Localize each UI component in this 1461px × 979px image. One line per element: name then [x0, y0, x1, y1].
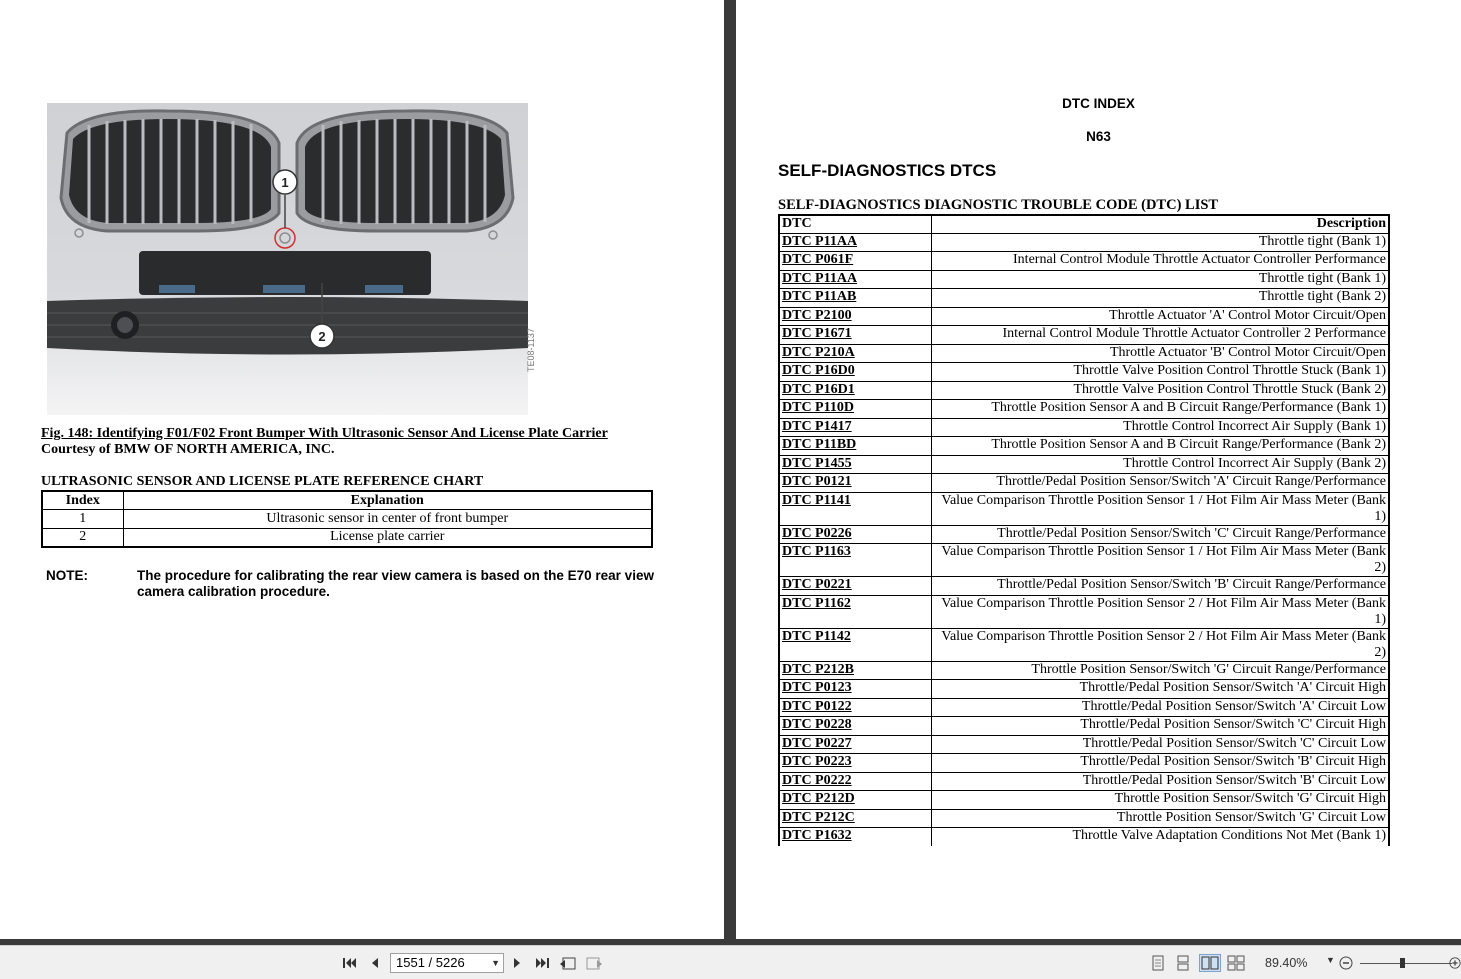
- dtc-description: Throttle/Pedal Position Sensor/Switch 'A' Circuit Low: [931, 698, 1389, 717]
- table-row: [779, 418, 1389, 437]
- dtc-code-link[interactable]: DTC P212D: [779, 791, 931, 810]
- table-row: [779, 233, 1389, 252]
- table-row: [779, 754, 1389, 773]
- table-row: [42, 528, 652, 547]
- table-row: [779, 828, 1389, 847]
- prev-page-icon[interactable]: [366, 954, 384, 972]
- table-row: [779, 474, 1389, 493]
- dtc-code-link[interactable]: DTC P110D: [779, 400, 931, 419]
- table-row: [779, 628, 1389, 661]
- zoom-out-icon[interactable]: [1337, 954, 1355, 972]
- zoom-dropdown-icon[interactable]: ▼: [1326, 955, 1335, 965]
- row-index: 2: [42, 528, 123, 547]
- note-label: NOTE:: [46, 568, 88, 583]
- table-row: [42, 510, 652, 529]
- table-row: [779, 363, 1389, 382]
- figure-code: TE08-1137: [526, 328, 536, 372]
- dtc-description: Internal Control Module Throttle Actuator Controller Performance: [931, 252, 1389, 271]
- dtc-description: Throttle tight (Bank 1): [931, 270, 1389, 289]
- row-index: 1: [42, 510, 123, 529]
- dtc-description: Throttle Control Incorrect Air Supply (Bank 2): [931, 455, 1389, 474]
- zoom-level[interactable]: 89.40%: [1265, 956, 1308, 970]
- zoom-slider-track[interactable]: [1360, 963, 1452, 964]
- dtc-code-link[interactable]: DTC P0223: [779, 754, 931, 773]
- table-row: [779, 270, 1389, 289]
- dtc-description: Value Comparison Throttle Position Sensor 2 / Hot Film Air Mass Meter (Bank 1): [931, 595, 1389, 628]
- table-row: [779, 525, 1389, 544]
- dtc-description: Throttle Position Sensor A and B Circuit Range/Performance (Bank 1): [931, 400, 1389, 419]
- dtc-code-link[interactable]: DTC P1142: [779, 628, 931, 661]
- dtc-description: Throttle/Pedal Position Sensor/Switch 'B' Circuit Range/Performance: [931, 577, 1389, 596]
- dtc-code-link[interactable]: DTC P1417: [779, 418, 931, 437]
- document-page-right: [736, 0, 1461, 939]
- zoom-in-icon[interactable]: [1449, 954, 1461, 972]
- dtc-description: Throttle tight (Bank 2): [931, 289, 1389, 308]
- table-row: [779, 400, 1389, 419]
- reference-table: [41, 490, 653, 548]
- last-page-icon[interactable]: [533, 954, 551, 972]
- dtc-description: Throttle/Pedal Position Sensor/Switch 'C' Circuit Range/Performance: [931, 525, 1389, 544]
- dtc-index-title: DTC INDEX: [1062, 96, 1135, 111]
- dtc-code-link[interactable]: DTC P16D0: [779, 363, 931, 382]
- table-row: [779, 809, 1389, 828]
- row-explanation: License plate carrier: [123, 528, 652, 547]
- dtc-code-link[interactable]: DTC P061F: [779, 252, 931, 271]
- dtc-code-link[interactable]: DTC P212B: [779, 661, 931, 680]
- dtc-code-link[interactable]: DTC P2100: [779, 307, 931, 326]
- dtc-description: Throttle Position Sensor/Switch 'G' Circuit Low: [931, 809, 1389, 828]
- dtc-description: Throttle Valve Adaptation Conditions Not Met (Bank 1): [931, 828, 1389, 847]
- bumper-illustration: [47, 103, 528, 415]
- viewer-toolbar: [0, 945, 1461, 979]
- dtc-code-link[interactable]: DTC P1632: [779, 828, 931, 847]
- table-row: [779, 381, 1389, 400]
- dtc-code-link[interactable]: DTC P11BD: [779, 437, 931, 456]
- dtc-description: Throttle tight (Bank 1): [931, 233, 1389, 252]
- table-row: [779, 577, 1389, 596]
- dtc-description: Throttle Position Sensor/Switch 'G' Circuit Range/Performance: [931, 661, 1389, 680]
- dtc-description: Throttle/Pedal Position Sensor/Switch 'B' Circuit Low: [931, 772, 1389, 791]
- header-dtc: DTC: [779, 215, 931, 233]
- table-row: [779, 344, 1389, 363]
- dtc-code-link[interactable]: DTC P0221: [779, 577, 931, 596]
- zoom-slider-thumb[interactable]: [1400, 958, 1405, 968]
- dtc-code-link[interactable]: DTC P0121: [779, 474, 931, 493]
- dtc-code-link[interactable]: DTC P1163: [779, 544, 931, 577]
- dtc-code-link[interactable]: DTC P1671: [779, 326, 931, 345]
- dtc-code-link[interactable]: DTC P11AB: [779, 289, 931, 308]
- table-row: [779, 307, 1389, 326]
- single-page-icon[interactable]: [1149, 954, 1167, 972]
- dtc-description: Value Comparison Throttle Position Sensor 2 / Hot Film Air Mass Meter (Bank 2): [931, 628, 1389, 661]
- reference-table-header: [42, 491, 652, 510]
- engine-code: N63: [1086, 129, 1111, 144]
- dtc-code-link[interactable]: DTC P0122: [779, 698, 931, 717]
- section-title: SELF-DIAGNOSTICS DTCS: [778, 161, 997, 180]
- dtc-code-link[interactable]: DTC P0228: [779, 717, 931, 736]
- dtc-list-title: SELF-DIAGNOSTICS DIAGNOSTIC TROUBLE CODE (DTC) LIST: [778, 197, 1219, 213]
- callout-1: 1: [281, 175, 289, 190]
- table-row: [779, 544, 1389, 577]
- dtc-table-body: [779, 233, 1389, 846]
- page-dropdown-icon[interactable]: ▼: [491, 958, 500, 968]
- next-page-icon[interactable]: [508, 954, 526, 972]
- dtc-code-link[interactable]: DTC P212C: [779, 809, 931, 828]
- facing-pages-icon[interactable]: [1199, 954, 1221, 972]
- dtc-code-link[interactable]: DTC P1455: [779, 455, 931, 474]
- dtc-description: Throttle/Pedal Position Sensor/Switch 'A' Circuit High: [931, 680, 1389, 699]
- note-text: The procedure for calibrating the rear view camera is based on the E70 rear view camera calibration procedure.: [137, 568, 654, 599]
- dtc-description: Throttle/Pedal Position Sensor/Switch 'B' Circuit High: [931, 754, 1389, 773]
- table-row: [779, 595, 1389, 628]
- dtc-code-link[interactable]: DTC P0227: [779, 735, 931, 754]
- document-page-left: [0, 0, 724, 939]
- bumper-figure: [47, 103, 528, 415]
- dtc-description: Throttle/Pedal Position Sensor/Switch 'C' Circuit High: [931, 717, 1389, 736]
- table-row: [779, 492, 1389, 525]
- dtc-description: Internal Control Module Throttle Actuator Controller 2 Performance: [931, 326, 1389, 345]
- dtc-code-link[interactable]: DTC P1141: [779, 492, 931, 525]
- table-row: [779, 326, 1389, 345]
- dtc-description: Throttle Position Sensor/Switch 'G' Circuit High: [931, 791, 1389, 810]
- header-description: Description: [931, 215, 1389, 233]
- table-row: [779, 252, 1389, 271]
- dtc-code-link[interactable]: DTC P16D1: [779, 381, 931, 400]
- dtc-description: Throttle Actuator 'B' Control Motor Circuit/Open: [931, 344, 1389, 363]
- go-back-icon[interactable]: [559, 954, 577, 972]
- dtc-description: Throttle/Pedal Position Sensor/Switch 'C' Circuit Low: [931, 735, 1389, 754]
- dtc-code-link[interactable]: DTC P0123: [779, 680, 931, 699]
- dtc-description: Throttle Actuator 'A' Control Motor Circuit/Open: [931, 307, 1389, 326]
- table-row: [779, 735, 1389, 754]
- dtc-code-link[interactable]: DTC P11AA: [779, 233, 931, 252]
- table-row: [779, 717, 1389, 736]
- table-row: [779, 791, 1389, 810]
- first-page-icon[interactable]: [341, 954, 359, 972]
- continuous-icon[interactable]: [1174, 954, 1192, 972]
- page-indicator: 1551 / 5226: [396, 955, 465, 970]
- figure-courtesy: Courtesy of BMW OF NORTH AMERICA, INC.: [41, 442, 335, 457]
- callout-2: 2: [318, 329, 326, 344]
- page-number-input[interactable]: [390, 953, 504, 973]
- dtc-code-link[interactable]: DTC P210A: [779, 344, 931, 363]
- table-row: [779, 455, 1389, 474]
- facing-continuous-icon[interactable]: [1227, 954, 1245, 972]
- dtc-description: Value Comparison Throttle Position Sensor 1 / Hot Film Air Mass Meter (Bank 2): [931, 544, 1389, 577]
- dtc-code-link[interactable]: DTC P0226: [779, 525, 931, 544]
- header-explanation: Explanation: [123, 491, 652, 510]
- header-index: Index: [42, 491, 123, 510]
- table-row: [779, 289, 1389, 308]
- dtc-code-link[interactable]: DTC P1162: [779, 595, 931, 628]
- table-row: [779, 772, 1389, 791]
- row-explanation: Ultrasonic sensor in center of front bumper: [123, 510, 652, 529]
- dtc-table: [778, 214, 1390, 846]
- dtc-description: Throttle Valve Position Control Throttle Stuck (Bank 2): [931, 381, 1389, 400]
- dtc-description: Throttle Control Incorrect Air Supply (Bank 1): [931, 418, 1389, 437]
- reference-chart-title: ULTRASONIC SENSOR AND LICENSE PLATE REFERENCE CHART: [41, 474, 484, 489]
- table-row: [779, 698, 1389, 717]
- dtc-code-link[interactable]: DTC P0222: [779, 772, 931, 791]
- dtc-code-link[interactable]: DTC P11AA: [779, 270, 931, 289]
- table-row: [779, 680, 1389, 699]
- dtc-description: Throttle Position Sensor A and B Circuit Range/Performance (Bank 2): [931, 437, 1389, 456]
- table-row: [779, 661, 1389, 680]
- go-forward-icon[interactable]: [585, 954, 603, 972]
- dtc-description: Value Comparison Throttle Position Sensor 1 / Hot Film Air Mass Meter (Bank 1): [931, 492, 1389, 525]
- figure-caption[interactable]: Fig. 148: Identifying F01/F02 Front Bumper With Ultrasonic Sensor And License Plate Carrier: [41, 426, 608, 441]
- dtc-table-header: [779, 215, 1389, 233]
- dtc-description: Throttle/Pedal Position Sensor/Switch 'A' Circuit Range/Performance: [931, 474, 1389, 493]
- table-row: [779, 437, 1389, 456]
- dtc-description: Throttle Valve Position Control Throttle Stuck (Bank 1): [931, 363, 1389, 382]
